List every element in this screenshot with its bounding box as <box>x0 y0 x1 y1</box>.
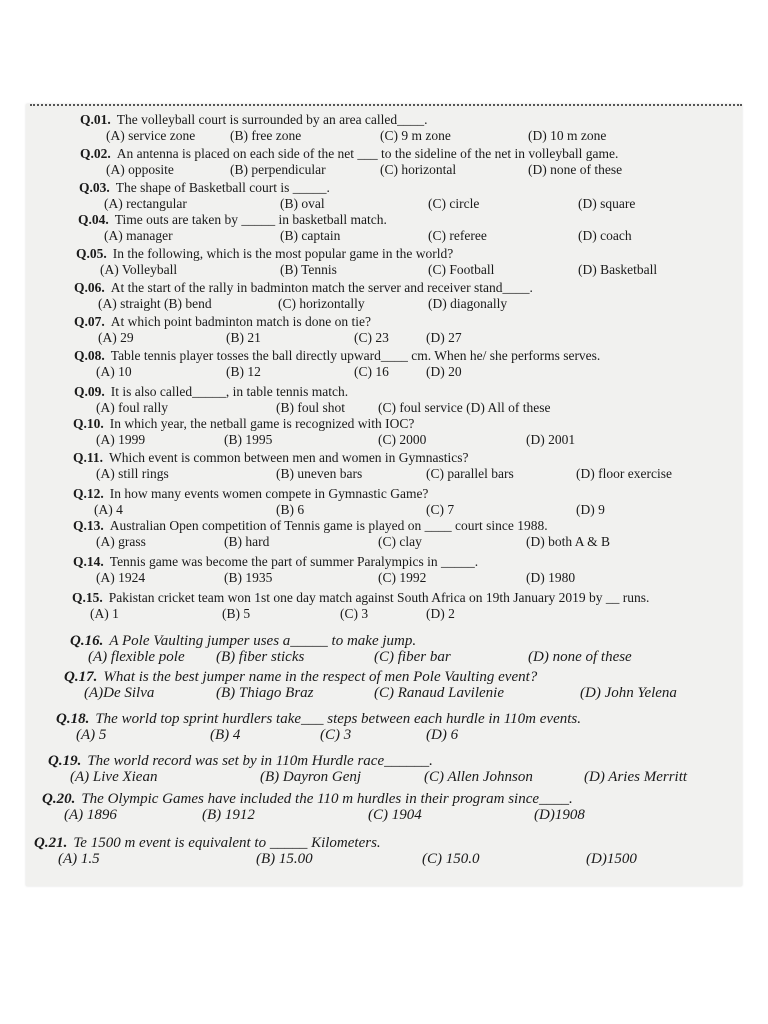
question-number: Q.03. <box>79 180 110 195</box>
question-number: Q.16. <box>70 633 104 649</box>
question-text: What is the best jumper name in the respect of men Pole Vaulting event? <box>103 669 538 685</box>
question-number: Q.20. <box>42 791 76 807</box>
question-stem <box>78 212 387 228</box>
answer-option: (A)De Silva <box>84 685 155 701</box>
answer-option: (D) 27 <box>426 330 462 345</box>
answer-option: (A) 4 <box>94 502 123 517</box>
answer-option: (A) opposite <box>106 162 174 177</box>
question-item <box>0 212 760 246</box>
answer-option: (C) Allen Johnson <box>424 769 533 785</box>
answer-option: (C) 1904 <box>368 807 422 823</box>
answer-option: (C) foul service (D) All of these <box>378 400 551 415</box>
answer-option: (B) 15.00 <box>256 851 313 867</box>
question-item <box>0 280 760 314</box>
answer-option: (D)1908 <box>534 807 585 823</box>
question-item <box>0 752 760 786</box>
question-item <box>0 246 760 280</box>
question-text: Australian Open competition of Tennis game is played on ____ court since 1988. <box>109 518 548 533</box>
answer-option: (D) John Yelena <box>580 685 677 701</box>
question-item <box>0 314 760 348</box>
question-stem <box>74 348 600 364</box>
answer-option: (B) hard <box>224 534 270 549</box>
question-item <box>0 710 760 744</box>
answer-option: (B) 1995 <box>224 432 273 447</box>
answer-option: (B) captain <box>280 228 341 243</box>
question-item <box>0 384 760 418</box>
answer-option: (D) square <box>578 196 636 211</box>
question-stem <box>80 146 618 162</box>
answer-option: (C) 23 <box>354 330 389 345</box>
question-text: Time outs are taken by _____ in basketball match. <box>114 212 387 227</box>
answer-option: (A) rectangular <box>104 196 187 211</box>
question-number: Q.06. <box>74 280 105 295</box>
answer-option: (A) 1 <box>90 606 119 621</box>
question-text: In the following, which is the most popular game in the world? <box>112 246 454 261</box>
question-item <box>0 554 760 588</box>
question-number: Q.10. <box>73 416 104 431</box>
question-stem <box>73 518 548 534</box>
answer-option: (A) Volleyball <box>100 262 178 277</box>
answer-option: (B) 1935 <box>224 570 273 585</box>
question-stem <box>73 450 469 466</box>
answer-option: (A) 10 <box>96 364 132 379</box>
answer-option: (D) both A & B <box>526 534 611 549</box>
question-stem <box>73 486 428 502</box>
question-item <box>0 416 760 450</box>
question-item <box>0 790 760 824</box>
answer-option: (A) 1896 <box>64 807 117 823</box>
question-item <box>0 834 760 868</box>
question-number: Q.05. <box>76 246 107 261</box>
question-text: In how many events women compete in Gymnastic Game? <box>109 486 429 501</box>
answer-option: (D) coach <box>578 228 632 243</box>
answer-option: (C) 150.0 <box>422 851 480 867</box>
answer-option: (D) 9 <box>576 502 605 517</box>
question-item <box>0 180 760 214</box>
answer-option: (A) 5 <box>76 727 107 743</box>
answer-option: (A) manager <box>104 228 173 243</box>
question-text: Which event is common between men and women in Gymnastics? <box>109 450 469 465</box>
answer-option: (B) 1912 <box>202 807 255 823</box>
answer-option: (A) 1999 <box>96 432 146 447</box>
question-item <box>0 518 760 552</box>
answer-option: (C) horizontal <box>380 162 457 177</box>
answer-option: (B) oval <box>280 196 325 211</box>
answer-option: (C) Ranaud Lavilenie <box>374 685 504 701</box>
question-number: Q.12. <box>73 486 104 501</box>
answer-option: (D) 1980 <box>526 570 576 585</box>
answer-option: (B) Thiago Braz <box>216 685 314 701</box>
question-text: The volleyball court is surrounded by an area called____. <box>116 112 428 127</box>
question-stem <box>73 416 414 432</box>
question-item <box>0 590 760 624</box>
answer-option: (A) 1924 <box>96 570 146 585</box>
question-number: Q.07. <box>74 314 105 329</box>
answer-option: (B) 12 <box>226 364 261 379</box>
answer-option: (B) foul shot <box>276 400 345 415</box>
question-item <box>0 486 760 520</box>
question-text: At the start of the rally in badminton match the server and receiver stand____. <box>110 280 533 295</box>
answer-option: (D) 2001 <box>526 432 576 447</box>
question-stem <box>74 280 533 296</box>
answer-option: (D) none of these <box>528 162 623 177</box>
answer-option: (A) Live Xiean <box>70 769 158 785</box>
answer-option: (C) horizontally <box>278 296 365 311</box>
question-number: Q.21. <box>34 835 68 851</box>
answer-option: (C) 3 <box>340 606 369 621</box>
answer-option: (D) 20 <box>426 364 462 379</box>
question-text: The world record was set by in 110m Hurdle race______. <box>87 753 433 769</box>
answer-option: (B) Dayron Genj <box>260 769 362 785</box>
answer-option: (B) perpendicular <box>230 162 326 177</box>
answer-option: (B) 5 <box>222 606 251 621</box>
answer-option: (D)1500 <box>586 851 637 867</box>
answer-option: (B) free zone <box>230 128 302 143</box>
question-text: Te 1500 m event is equivalent to _____ Kilometers. <box>73 835 381 851</box>
question-stem <box>73 554 478 570</box>
dotted-divider <box>30 104 742 106</box>
question-text: The shape of Basketball court is _____. <box>115 180 330 195</box>
question-number: Q.09. <box>74 384 105 399</box>
answer-option: (A) grass <box>96 534 146 549</box>
question-stem <box>76 246 453 262</box>
question-number: Q.01. <box>80 112 111 127</box>
answer-option: (A) 1.5 <box>58 851 100 867</box>
question-text: A Pole Vaulting jumper uses a_____ to make jump. <box>109 633 417 649</box>
question-number: Q.13. <box>73 518 104 533</box>
question-stem <box>74 314 371 330</box>
question-item <box>0 632 760 666</box>
answer-option: (D) diagonally <box>428 296 508 311</box>
answer-option: (B) 21 <box>226 330 261 345</box>
answer-option: (C) referee <box>428 228 487 243</box>
answer-option: (C) 2000 <box>378 432 427 447</box>
answer-option: (A) 29 <box>98 330 134 345</box>
question-stem <box>72 590 649 606</box>
question-text: In which year, the netball game is recognized with IOC? <box>109 416 415 431</box>
answer-option: (D) 10 m zone <box>528 128 607 143</box>
answer-option: (B) Tennis <box>280 262 337 277</box>
answer-option: (C) 9 m zone <box>380 128 451 143</box>
answer-option: (D) 6 <box>426 727 459 743</box>
answer-option: (C) Football <box>428 262 495 277</box>
answer-option: (D) floor exercise <box>576 466 672 481</box>
answer-option: (A) service zone <box>106 128 196 143</box>
answer-option: (B) 4 <box>210 727 241 743</box>
question-text: It is also called_____, in table tennis match. <box>110 384 349 399</box>
question-stem <box>80 112 428 128</box>
question-item <box>0 112 760 146</box>
answer-option: (D) 2 <box>426 606 455 621</box>
answer-option: (B) fiber sticks <box>216 649 305 665</box>
answer-option: (D) none of these <box>528 649 632 665</box>
question-item <box>0 348 760 382</box>
answer-option: (C) 7 <box>426 502 455 517</box>
answer-option: (C) 1992 <box>378 570 427 585</box>
question-number: Q.14. <box>73 554 104 569</box>
question-text: Tennis game was become the part of summer Paralympics in _____. <box>109 554 479 569</box>
question-text: At which point badminton match is done on tie? <box>110 314 371 329</box>
answer-option: (D) Basketball <box>578 262 658 277</box>
answer-option: (C) 16 <box>354 364 389 379</box>
question-stem <box>79 180 330 196</box>
question-number: Q.18. <box>56 711 90 727</box>
question-number: Q.17. <box>64 669 98 685</box>
question-text: The Olympic Games have included the 110 m hurdles in their program since____. <box>81 791 573 807</box>
question-text: Pakistan cricket team won 1st one day match against South Africa on 19th January 2019 by __ runs. <box>108 590 650 605</box>
answer-option: (C) clay <box>378 534 422 549</box>
answer-option: (C) fiber bar <box>374 649 451 665</box>
answer-option: (C) circle <box>428 196 480 211</box>
question-number: Q.08. <box>74 348 105 363</box>
question-stem <box>74 384 348 400</box>
answer-option: (A) flexible pole <box>88 649 185 665</box>
question-item <box>0 450 760 484</box>
answer-option: (D) Aries Merritt <box>584 769 688 785</box>
question-number: Q.02. <box>80 146 111 161</box>
answer-option: (C) parallel bars <box>426 466 514 481</box>
answer-option: (C) 3 <box>320 727 352 743</box>
answer-option: (A) foul rally <box>96 400 168 415</box>
question-number: Q.11. <box>73 450 104 465</box>
question-number: Q.15. <box>72 590 103 605</box>
answer-option: (A) straight (B) bend <box>98 296 212 311</box>
question-text: The world top sprint hurdlers take___ steps between each hurdle in 110m events. <box>95 711 581 727</box>
question-item <box>0 146 760 180</box>
question-item <box>0 668 760 702</box>
answer-option: (B) 6 <box>276 502 305 517</box>
question-number: Q.19. <box>48 753 82 769</box>
question-stem <box>56 710 581 728</box>
question-number: Q.04. <box>78 212 109 227</box>
question-text: Table tennis player tosses the ball directly upward____ cm. When he/ she performs serves. <box>110 348 601 363</box>
question-stem <box>42 790 573 808</box>
answer-option: (A) still rings <box>96 466 169 481</box>
question-text: An antenna is placed on each side of the net ___ to the sideline of the net in volleyball game. <box>116 146 619 161</box>
answer-option: (B) uneven bars <box>276 466 363 481</box>
